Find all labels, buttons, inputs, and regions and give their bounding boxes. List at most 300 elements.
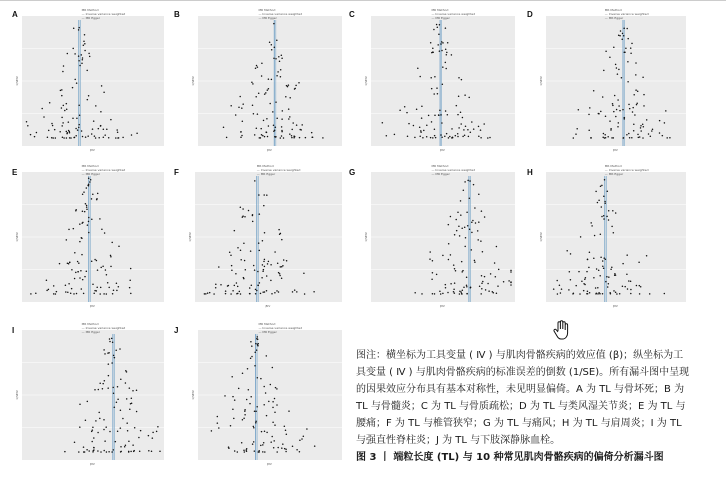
snp-point: [432, 137, 434, 139]
snp-point: [304, 293, 306, 295]
snp-point: [86, 270, 88, 272]
snp-point: [421, 293, 423, 295]
snp-point: [83, 191, 85, 193]
snp-point: [614, 95, 616, 97]
snp-point: [152, 432, 154, 434]
snp-point: [607, 136, 609, 138]
legend-item: — Inverse variance weighted: [258, 12, 303, 16]
snp-point: [259, 250, 261, 252]
snp-point: [604, 179, 606, 181]
snp-point: [636, 104, 638, 106]
snp-point: [225, 290, 227, 292]
figure-caption: [356, 347, 691, 466]
snp-point: [136, 132, 138, 134]
snp-point: [277, 71, 279, 73]
y-axis-label: 1/SEIV: [363, 232, 368, 242]
plot-legend: [258, 8, 302, 20]
snp-point: [117, 137, 119, 139]
snp-point: [91, 441, 93, 443]
snp-point: [595, 293, 597, 295]
snp-point: [51, 123, 53, 125]
snp-point: [88, 221, 90, 223]
snp-point: [271, 293, 273, 295]
snp-point: [440, 114, 442, 116]
snp-point: [67, 291, 69, 293]
snp-point: [510, 282, 512, 284]
snp-point: [110, 255, 112, 257]
snp-point: [433, 29, 435, 31]
panel-label-i: I: [12, 326, 15, 335]
snp-point: [249, 287, 251, 289]
snp-point: [78, 60, 80, 62]
snp-point: [282, 265, 284, 267]
snp-point: [568, 289, 570, 291]
snp-point: [604, 203, 606, 205]
snp-point: [613, 47, 615, 49]
snp-point: [276, 75, 278, 77]
y-axis-label: 1/SEIV: [538, 76, 543, 86]
snp-point: [61, 117, 63, 119]
x-axis-label: βIV: [267, 148, 272, 152]
snp-point: [301, 438, 303, 440]
snp-point: [289, 97, 291, 99]
snp-point: [118, 246, 120, 248]
snp-point: [281, 135, 283, 137]
snp-point: [448, 259, 450, 261]
snp-point: [105, 269, 107, 271]
snp-point: [291, 135, 293, 137]
funnel-plot-svg: [22, 16, 164, 146]
snp-point: [590, 137, 592, 139]
snp-point: [63, 65, 65, 67]
snp-point: [275, 101, 277, 103]
snp-point: [83, 45, 85, 47]
snp-point: [104, 440, 106, 442]
snp-point: [296, 124, 298, 126]
snp-point: [69, 132, 71, 134]
snp-point: [465, 125, 467, 127]
snp-point: [618, 105, 620, 107]
snp-point: [602, 265, 604, 267]
snp-point: [96, 260, 98, 262]
snp-point: [267, 263, 269, 265]
snp-point: [292, 291, 294, 293]
snp-point: [95, 105, 97, 107]
snp-point: [508, 280, 510, 282]
snp-point: [41, 108, 43, 110]
snp-point: [104, 134, 106, 136]
snp-point: [623, 35, 625, 37]
snp-point: [322, 137, 324, 139]
snp-point: [604, 201, 606, 203]
snp-point: [450, 283, 452, 285]
snp-point: [510, 271, 512, 273]
snp-point: [79, 404, 81, 406]
snp-point: [117, 386, 119, 388]
snp-point: [613, 232, 615, 234]
snp-point: [460, 123, 462, 125]
snp-point: [108, 137, 110, 139]
snp-point: [252, 214, 254, 216]
snp-point: [100, 451, 102, 453]
snp-point: [256, 65, 258, 67]
snp-point: [81, 63, 83, 65]
snp-point: [580, 236, 582, 238]
snp-point: [617, 126, 619, 128]
snp-point: [268, 261, 270, 263]
snp-point: [622, 285, 624, 287]
snp-point: [464, 134, 466, 136]
snp-point: [432, 47, 434, 49]
snp-point: [399, 109, 401, 111]
snp-point: [116, 282, 118, 284]
snp-point: [102, 388, 104, 390]
snp-point: [78, 451, 80, 453]
snp-point: [140, 430, 142, 432]
snp-point: [438, 33, 440, 35]
snp-point: [598, 292, 600, 294]
snp-point: [115, 349, 117, 351]
snp-point: [386, 135, 388, 137]
snp-point: [608, 219, 610, 221]
snp-point: [87, 99, 89, 101]
snp-point: [433, 93, 435, 95]
snp-point: [63, 137, 65, 139]
snp-point: [595, 191, 597, 193]
snp-point: [273, 23, 275, 25]
snp-point: [110, 256, 112, 258]
snp-point: [588, 267, 590, 269]
snp-point: [88, 185, 90, 187]
legend-title: MR Method: [81, 322, 99, 326]
snp-point: [437, 44, 439, 46]
snp-point: [487, 137, 489, 139]
snp-point: [268, 88, 270, 90]
snp-point: [603, 268, 605, 270]
snp-point: [233, 418, 235, 420]
snp-point: [597, 202, 599, 204]
snp-point: [242, 215, 244, 217]
snp-point: [466, 277, 468, 279]
snp-point: [581, 281, 583, 283]
snp-point: [463, 129, 465, 131]
snp-point: [608, 276, 610, 278]
funnel-plot-svg: [195, 172, 342, 302]
legend-item: — Inverse variance weighted: [81, 168, 126, 172]
snp-point: [88, 450, 90, 452]
snp-point: [637, 90, 639, 92]
snp-point: [436, 87, 438, 89]
snp-point: [257, 271, 259, 273]
snp-point: [254, 365, 256, 367]
funnel-plot-svg: [546, 16, 686, 146]
snp-point: [116, 401, 118, 403]
snp-point: [257, 66, 259, 68]
snp-point: [73, 293, 75, 295]
snp-point: [587, 290, 589, 292]
snp-point: [273, 440, 275, 442]
snp-point: [382, 122, 384, 124]
snp-point: [257, 344, 259, 346]
snp-point: [46, 279, 48, 281]
snp-point: [489, 137, 491, 139]
snp-point: [294, 88, 296, 90]
snp-point: [60, 90, 62, 92]
snp-point: [91, 133, 93, 135]
snp-point: [112, 387, 114, 389]
snp-point: [97, 432, 99, 434]
snp-point: [62, 136, 64, 138]
snp-point: [479, 285, 481, 287]
snp-point: [76, 293, 78, 295]
snp-point: [231, 270, 233, 272]
snp-point: [79, 65, 81, 67]
snp-point: [224, 395, 226, 397]
snp-point: [114, 357, 116, 359]
snp-point: [299, 451, 301, 453]
snp-point: [278, 291, 280, 293]
snp-point: [244, 216, 246, 218]
snp-point: [510, 270, 512, 272]
snp-point: [600, 257, 602, 259]
snp-point: [30, 134, 32, 136]
snp-point: [282, 110, 284, 112]
snp-point: [626, 134, 628, 136]
funnel-plot-g: [363, 164, 515, 308]
snp-point: [624, 52, 626, 54]
panel-label-f: F: [174, 168, 179, 177]
snp-point: [613, 290, 615, 292]
snp-point: [464, 227, 466, 229]
snp-point: [103, 349, 105, 351]
snp-point: [442, 293, 444, 295]
snp-point: [430, 42, 432, 44]
snp-point: [231, 265, 233, 267]
snp-point: [240, 131, 242, 133]
snp-point: [478, 193, 480, 195]
snp-point: [111, 242, 113, 244]
snp-point: [441, 137, 443, 139]
snp-point: [250, 250, 252, 252]
snp-point: [94, 389, 96, 391]
snp-point: [268, 401, 270, 403]
snp-point: [81, 130, 83, 132]
snp-point: [638, 262, 640, 264]
snp-point: [94, 135, 96, 137]
snp-point: [610, 128, 612, 130]
funnel-plot-svg: [198, 16, 342, 146]
snp-point: [652, 128, 654, 130]
snp-point: [461, 228, 463, 230]
snp-point: [281, 447, 283, 449]
snp-point: [631, 137, 633, 139]
snp-point: [614, 273, 616, 275]
snp-point: [628, 280, 630, 282]
x-axis-label: βIV: [265, 304, 271, 308]
snp-point: [229, 252, 231, 254]
snp-point: [643, 94, 645, 96]
snp-point: [446, 54, 448, 56]
snp-point: [453, 291, 455, 293]
snp-point: [262, 271, 264, 273]
legend-item: — MR Egger: [431, 16, 450, 20]
snp-point: [633, 124, 635, 126]
snp-point: [242, 120, 244, 122]
snp-point: [613, 137, 615, 139]
snp-point: [408, 123, 410, 125]
snp-point: [115, 137, 117, 139]
snp-point: [583, 290, 585, 292]
y-axis-label: 1/SEIV: [187, 232, 192, 242]
x-axis-label: βIV: [440, 304, 445, 308]
snp-point: [480, 129, 482, 131]
snp-point: [65, 291, 67, 293]
snp-point: [240, 293, 242, 295]
snp-point: [590, 222, 592, 224]
snp-point: [244, 414, 246, 416]
snp-point: [98, 412, 100, 414]
snp-point: [82, 59, 84, 61]
snp-point: [431, 121, 433, 123]
snp-point: [270, 280, 272, 282]
snp-point: [246, 451, 248, 453]
snp-point: [441, 41, 443, 43]
snp-point: [218, 427, 220, 429]
snp-point: [88, 232, 90, 234]
legend-item: — Inverse variance weighted: [256, 168, 301, 172]
snp-point: [237, 286, 239, 288]
snp-point: [266, 432, 268, 434]
snp-point: [108, 451, 110, 453]
legend-title: MR Method: [256, 164, 274, 168]
snp-point: [642, 123, 644, 125]
snp-point: [232, 290, 234, 292]
x-axis-label: βIV: [613, 148, 618, 152]
snp-point: [288, 118, 290, 120]
snp-point: [86, 449, 88, 451]
snp-point: [633, 130, 635, 132]
snp-point: [276, 451, 278, 453]
snp-point: [285, 449, 287, 451]
legend-item: — MR Egger: [81, 172, 100, 176]
plot-legend: [431, 164, 475, 176]
snp-point: [125, 370, 127, 372]
plot-legend: [605, 8, 649, 20]
snp-point: [240, 250, 242, 252]
snp-point: [597, 293, 599, 295]
snp-point: [271, 436, 273, 438]
snp-point: [112, 341, 114, 343]
snp-point: [259, 282, 261, 284]
snp-point: [640, 127, 642, 128]
snp-point: [269, 103, 271, 105]
snp-point: [462, 270, 464, 272]
snp-point: [92, 451, 94, 453]
snp-point: [72, 87, 74, 89]
snp-point: [437, 93, 439, 95]
snp-point: [85, 136, 87, 138]
plot-legend: [431, 8, 475, 20]
snp-point: [88, 178, 90, 180]
snp-point: [254, 269, 256, 271]
snp-point: [440, 43, 442, 45]
snp-point: [136, 390, 138, 392]
snp-point: [215, 287, 217, 289]
snp-point: [68, 121, 70, 123]
legend-title: MR Method: [604, 8, 622, 12]
snp-point: [659, 120, 661, 122]
snp-point: [253, 441, 255, 443]
snp-point: [271, 44, 273, 46]
snp-point: [253, 427, 255, 429]
snp-point: [416, 108, 418, 110]
snp-point: [131, 134, 133, 136]
snp-point: [125, 382, 127, 384]
snp-point: [264, 266, 266, 268]
top-edge: [0, 0, 726, 1]
snp-point: [621, 38, 623, 40]
snp-point: [589, 252, 591, 254]
snp-point: [263, 194, 265, 196]
legend-title: MR Method: [431, 164, 449, 168]
snp-point: [53, 293, 55, 295]
snp-point: [556, 280, 558, 282]
snp-point: [104, 232, 106, 234]
legend-title: MR Method: [81, 164, 99, 168]
snp-point: [218, 266, 220, 268]
snp-point: [591, 225, 593, 227]
snp-point: [240, 206, 242, 208]
legend-item: — MR Egger: [604, 172, 624, 176]
snp-point: [471, 222, 473, 224]
snp-point: [613, 111, 615, 113]
snp-point: [88, 183, 90, 185]
snp-point: [279, 234, 281, 236]
snp-point: [276, 404, 278, 406]
snp-point: [71, 269, 73, 271]
snp-point: [467, 129, 469, 131]
snp-point: [449, 136, 451, 138]
snp-point: [134, 427, 136, 429]
snp-point: [256, 338, 258, 340]
snp-point: [440, 134, 442, 136]
snp-point: [100, 287, 102, 289]
funnel-plot-a: [14, 8, 164, 152]
snp-point: [245, 269, 247, 271]
funnel-plot-h: [538, 164, 686, 308]
snp-point: [270, 441, 272, 443]
y-axis-label: 1/SEIV: [190, 390, 195, 400]
snp-point: [72, 118, 74, 120]
snp-point: [77, 129, 79, 131]
snp-point: [217, 416, 219, 418]
snp-point: [478, 221, 480, 223]
snp-point: [113, 393, 115, 395]
snp-point: [619, 293, 621, 295]
snp-point: [247, 368, 249, 370]
snp-point: [103, 137, 105, 139]
snp-point: [76, 82, 78, 84]
snp-point: [242, 419, 244, 421]
snp-point: [280, 69, 282, 71]
snp-point: [258, 194, 260, 196]
x-axis-label: βIV: [90, 304, 95, 308]
snp-point: [257, 113, 259, 115]
snp-point: [77, 271, 79, 273]
snp-point: [125, 444, 127, 446]
snp-point: [638, 137, 640, 139]
snp-point: [74, 252, 76, 254]
